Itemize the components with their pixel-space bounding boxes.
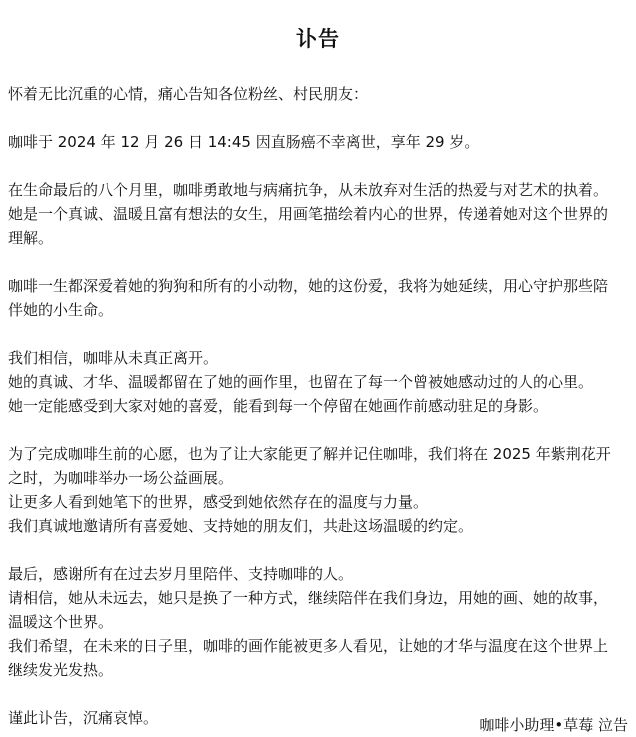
- text-line: 我们希望，在未来的日子里，咖啡的画作能被更多人看见，让她的才华与温度在这个世界上: [8, 637, 609, 655]
- text-line: 她一定能感受到大家对她的喜爱，能看到每一个停留在她画作前感动驻足的身影。: [8, 397, 549, 415]
- text-line: 最后，感谢所有在过去岁月里陪伴、支持咖啡的人。: [8, 565, 354, 583]
- paragraph-thanks: [8, 562, 628, 682]
- text-line: 咖啡于 2024 年 12 月 26 日 14:45 因直肠癌不幸离世，享年 29 岁。: [8, 133, 480, 151]
- text-line: 在生命最后的八个月里，咖啡勇敢地与病痛抗争，从未放弃对生活的热爱与对艺术的执着。: [8, 181, 609, 199]
- text-line: 继续发光发热。: [8, 661, 114, 679]
- document-body: [8, 82, 628, 730]
- document-title: 讣告: [296, 27, 340, 51]
- paragraph-final-months: [8, 178, 628, 250]
- text-line: 她是一个真诚、温暖且富有想法的女生，用画笔描绘着内心的世界，传递着她对这个世界的: [8, 205, 609, 223]
- text-line: 咖啡一生都深爱着她的狗狗和所有的小动物，她的这份爱，我将为她延续，用心守护那些陪: [8, 277, 609, 295]
- paragraph-greeting: [8, 82, 628, 106]
- text-line: 请相信，她从未远去，她只是换了一种方式，继续陪伴在我们身边，用她的画、她的故事，: [8, 589, 609, 607]
- signature: 咖啡小助理•草莓 泣告: [479, 716, 628, 734]
- paragraph-animals: [8, 274, 628, 322]
- paragraph-legacy: [8, 346, 628, 418]
- text-line: 怀着无比沉重的心情，痛心告知各位粉丝、村民朋友：: [8, 85, 369, 103]
- text-line: 她的真诚、才华、温暖都留在了她的画作里，也留在了每一个曾被她感动过的人的心里。: [8, 373, 594, 391]
- text-line: 为了完成咖啡生前的心愿，也为了让大家能更了解并记住咖啡，我们将在 2025 年紫荆花开: [8, 445, 611, 463]
- text-line: 谨此讣告，沉痛哀悼。: [8, 709, 159, 727]
- text-line: 我们相信，咖啡从未真正离开。: [8, 349, 219, 367]
- text-line: 我们真诚地邀请所有喜爱她、支持她的朋友们，共赴这场温暖的约定。: [8, 517, 474, 535]
- text-line: 伴她的小生命。: [8, 301, 114, 319]
- text-line: 让更多人看到她笔下的世界，感受到她依然存在的温度与力量。: [8, 493, 429, 511]
- paragraph-exhibition: [8, 442, 628, 538]
- paragraph-announcement: [8, 130, 628, 154]
- text-line: 理解。: [8, 229, 54, 247]
- text-line: 之时，为咖啡举办一场公益画展。: [8, 469, 234, 487]
- text-line: 温暖这个世界。: [8, 613, 114, 631]
